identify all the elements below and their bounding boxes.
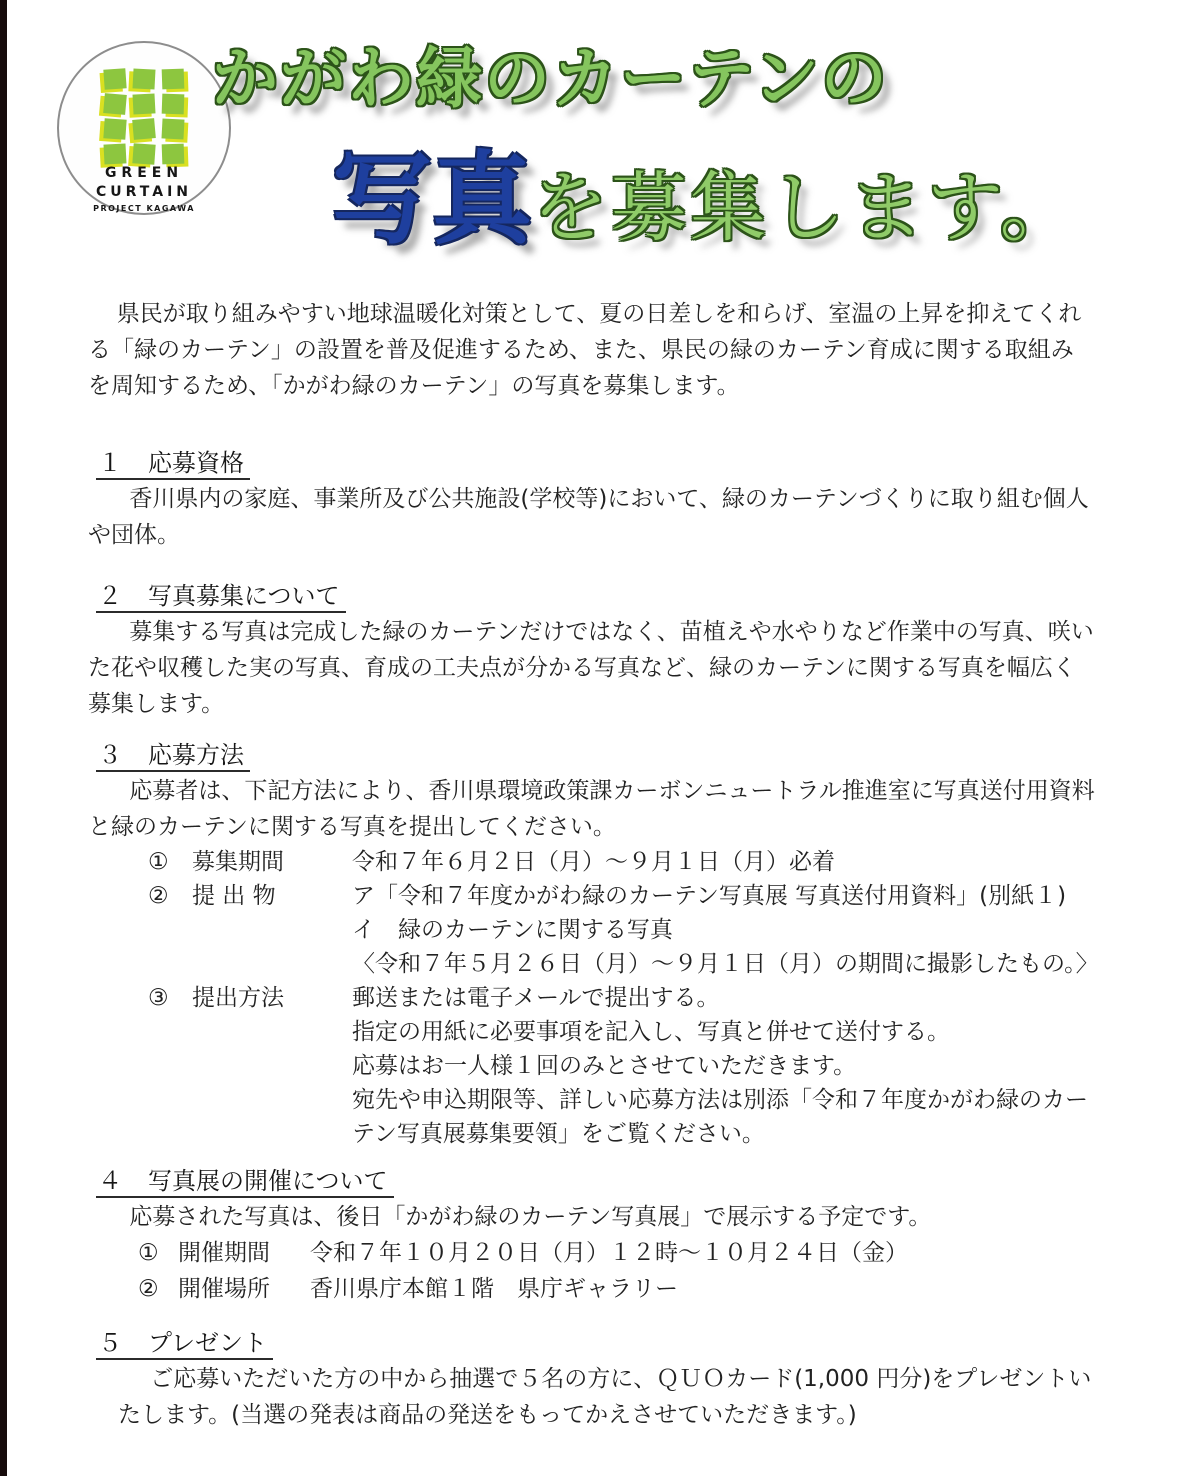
- item-line: 令和７年６月２日（月）～９月１日（月）必着: [352, 849, 835, 875]
- section-title: 応募方法: [148, 741, 244, 769]
- section-body: 応募者は、下記方法により、香川県環境政策課カーボンニュートラル推進室に写真送付用資料と緑のカーテンに関する写真を提出してください。: [88, 778, 1095, 840]
- item-label: 開催場所: [178, 1276, 270, 1302]
- logo-square-icon: [132, 143, 155, 164]
- item-label: 開催期間: [178, 1240, 270, 1266]
- logo-square-icon: [103, 93, 127, 115]
- logo-square-icon: [132, 93, 155, 114]
- section-title: 写真募集について: [148, 582, 340, 610]
- section-body: 募集する写真は完成した緑のカーテンだけではなく、苗植えや水やりなど作業中の写真、咲いた花や収穫した実の写真、育成の工夫点が分かる写真など、緑のカーテンに関する写真を幅広く募集します。: [88, 619, 1094, 717]
- logo-curtain-label: CURTAIN: [95, 184, 193, 200]
- section-1-eligibility: [88, 445, 1095, 553]
- item-line: 応募はお一人様１回のみとさせていただきます。: [352, 1053, 857, 1079]
- item-line: イ 緑のカーテンに関する写真: [352, 917, 673, 943]
- item-line: 指定の用紙に必要事項を記入し、写真と併せて送付する。: [352, 1019, 950, 1045]
- section-number: ４: [98, 1167, 122, 1195]
- section-3-how-to-apply: [88, 737, 1099, 1151]
- section-number: ５: [98, 1329, 122, 1357]
- logo-square-icon: [162, 144, 185, 165]
- section-heading: [96, 1163, 1095, 1199]
- list-item-exhibit-place: [88, 1271, 1095, 1307]
- logo-square-icon: [162, 94, 185, 115]
- section-title: 写真展の開催について: [148, 1167, 388, 1195]
- section-5-present: [88, 1325, 1095, 1433]
- section-body: 香川県内の家庭、事業所及び公共施設(学校等)において、緑のカーテンづくりに取り組む個人や団体。: [88, 486, 1089, 548]
- logo-square-icon: [132, 68, 155, 89]
- item-label: 提出方法: [192, 985, 284, 1011]
- item-content: [352, 845, 1095, 879]
- section-body: 応募された写真は、後日「かがわ緑のカーテン写真展」で展示する予定です。: [129, 1204, 932, 1230]
- section-heading: [96, 578, 1095, 614]
- section-heading: [96, 1325, 1095, 1361]
- item-line: ア「令和７年度かがわ緑のカーテン写真展 写真送付用資料」(別紙１): [352, 883, 1067, 909]
- circled-number-icon: ①: [138, 1240, 159, 1266]
- header: [0, 0, 1181, 296]
- logo-square-icon: [132, 118, 156, 140]
- logo-project-label: PROJECT KAGAWA: [93, 204, 195, 213]
- item-line: 宛先や申込期限等、詳しい応募方法は別添「令和７年度かがわ緑のカーテン写真展募集要領」をご覧ください。: [352, 1087, 1088, 1147]
- section-4-exhibition: [88, 1163, 1095, 1307]
- item-line: 〈令和７年５月２６日（月）～９月１日（月）の期間に撮影したもの。〉: [352, 951, 1099, 977]
- section-2-photo-call: [88, 578, 1095, 722]
- logo-square-icon: [103, 143, 126, 164]
- logo-squares-icon: [104, 69, 184, 164]
- logo-square-icon: [162, 69, 185, 90]
- section-number: ３: [98, 741, 122, 769]
- section-body: ご応募いただいた方の中から抽選で５名の方に、ＱＵＯカード(1,000 円分)をプレゼントいたします。(当選の発表は商品の発送をもってかえさせていただきます。): [118, 1366, 1092, 1428]
- title-line2: [332, 141, 1079, 258]
- green-curtain-logo: [57, 41, 231, 215]
- logo-square-icon: [161, 118, 184, 139]
- intro-paragraph: 県民が取り組みやすい地球温暖化対策として、夏の日差しを和らげ、室温の上昇を抑えてくれる「緑のカーテン」の設置を普及促進するため、また、県民の緑のカーテン育成に関する取組みを周知するため、「かがわ緑のカーテン」の写真を募集します。: [88, 301, 1082, 399]
- section-title: プレゼント: [148, 1329, 268, 1357]
- circled-number-icon: ②: [138, 1276, 159, 1302]
- section-heading: [96, 737, 1095, 773]
- circled-number-icon: ①: [148, 849, 169, 875]
- item-label: 提 出 物: [192, 883, 276, 909]
- title-photo-word: 写真: [332, 141, 532, 258]
- title-tagline: を募集します。: [532, 163, 1079, 252]
- logo-square-icon: [103, 118, 126, 139]
- logo-green-label: GREEN: [104, 165, 184, 181]
- exhibition-detail-list: [88, 1235, 1095, 1307]
- section-number: ２: [98, 582, 122, 610]
- application-detail-list: [88, 845, 1099, 1151]
- list-item-period: [88, 845, 1095, 879]
- circled-number-icon: ②: [148, 883, 169, 909]
- logo-square-icon: [103, 68, 126, 89]
- section-heading: [96, 445, 1095, 481]
- item-content: [352, 981, 1095, 1151]
- document-body: [88, 296, 1099, 1433]
- circled-number-icon: ③: [148, 985, 169, 1011]
- section-title: 応募資格: [148, 449, 244, 477]
- title-line1: かがわ緑のカーテンの: [212, 40, 889, 117]
- item-content: 香川県庁本館１階 県庁ギャラリー: [310, 1276, 678, 1302]
- list-item-materials: [88, 879, 1099, 981]
- list-item-exhibit-period: [88, 1235, 1095, 1271]
- item-line: 郵送または電子メールで提出する。: [352, 985, 720, 1011]
- item-label: 募集期間: [192, 849, 284, 875]
- section-number: １: [98, 449, 122, 477]
- item-content: 令和７年１０月２０日（月）１２時～１０月２４日（金）: [310, 1240, 908, 1266]
- list-item-method: [88, 981, 1095, 1151]
- item-content: [352, 879, 1099, 981]
